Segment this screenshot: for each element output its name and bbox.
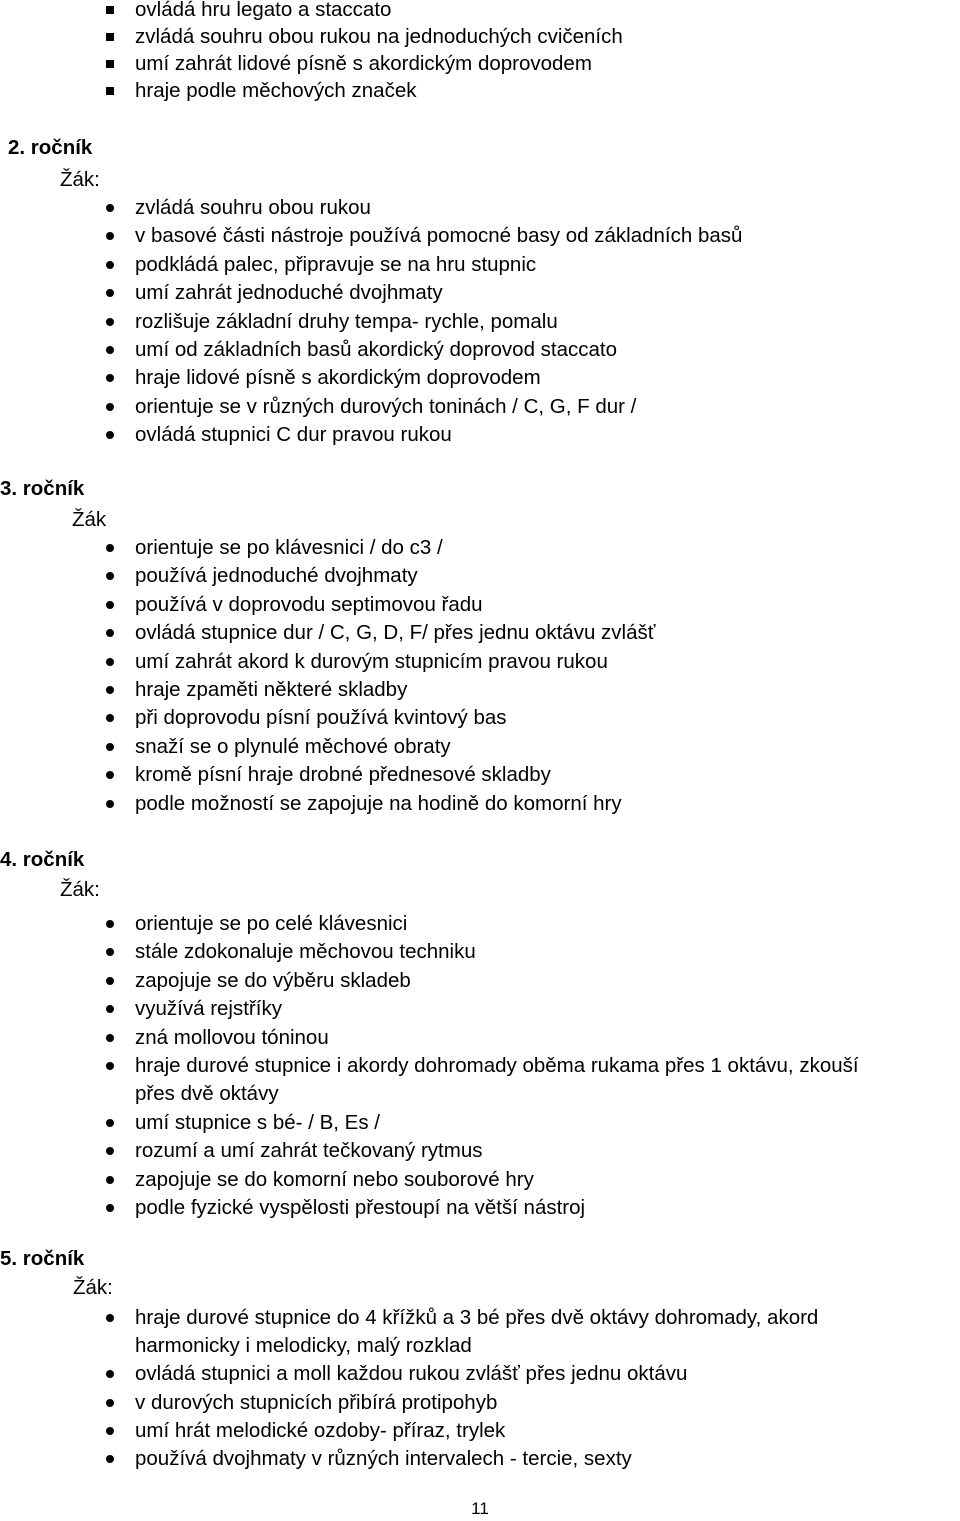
list-item-text: zvládá souhru obou rukou <box>135 196 371 219</box>
list-item-text: snaží se o plynulé měchové obraty <box>135 734 451 758</box>
list-item-text: hraje zpaměti některé skladby <box>135 678 408 701</box>
bullet-icon <box>106 1314 114 1322</box>
list-item-text: zná mollovou tóninou <box>135 1025 329 1049</box>
square-bullet-icon <box>106 60 114 68</box>
bullet-icon <box>106 232 114 240</box>
square-bullet-icon <box>106 6 114 14</box>
bullet-icon <box>106 1062 114 1070</box>
bullet-icon <box>106 572 114 580</box>
list-item-text: podle možností se zapojuje na hodině do komorní hry <box>135 791 622 815</box>
list-item-text: umí od základních basů akordický doprovod staccato <box>135 338 618 361</box>
bullet-icon <box>106 1147 114 1155</box>
bullet-icon <box>106 658 114 666</box>
list-item-text: rozumí a umí zahrát tečkovaný rytmus <box>135 1139 483 1163</box>
section-heading: 4. ročník <box>0 848 85 871</box>
bullet-icon <box>106 1427 114 1435</box>
list-item-text: ovládá stupnice dur / C, G, D, F/ přes jednu oktávu zvlášť <box>135 621 656 645</box>
bullet-icon <box>106 1204 114 1212</box>
list-item-text: orientuje se v různých durových toninách / C, G, F dur / <box>135 394 637 418</box>
list-item-text: kromě písní hraje drobné přednesové skladby <box>135 763 551 787</box>
bullet-icon <box>106 374 114 382</box>
section-subheading: Žák: <box>60 168 100 191</box>
list-item-text: používá v doprovodu septimovou řadu <box>135 592 483 616</box>
bullet-icon <box>106 686 114 694</box>
section-heading: 3. ročník <box>0 477 85 500</box>
bullet-icon <box>106 1119 114 1127</box>
square-bullet-icon <box>106 87 114 95</box>
bullet-icon <box>106 1034 114 1042</box>
bullet-icon <box>106 771 114 779</box>
list-item-text: hraje durové stupnice i akordy dohromady oběma rukama přes 1 oktávu, zkouší <box>135 1054 859 1077</box>
list-item-text: umí zahrát akord k durovým stupnicím pravou rukou <box>135 649 608 673</box>
bullet-icon <box>106 629 114 637</box>
list-item-text: ovládá hru legato a staccato <box>135 0 392 21</box>
list-item-text: umí zahrát jednoduché dvojhmaty <box>135 281 443 305</box>
bullet-icon <box>106 601 114 609</box>
list-item-text: rozlišuje základní druhy tempa- rychle, pomalu <box>135 309 558 333</box>
bullet-icon <box>106 289 114 297</box>
page-number: 11 <box>471 1499 489 1518</box>
bullet-icon <box>106 544 114 552</box>
bullet-icon <box>106 346 114 354</box>
section-subheading: Žák: <box>60 878 100 901</box>
bullet-icon <box>106 977 114 985</box>
section-heading: 5. ročník <box>0 1247 85 1270</box>
list-item-text: přes dvě oktávy <box>135 1082 279 1106</box>
list-item-text: umí zahrát lidové písně s akordickým doprovodem <box>135 52 592 75</box>
list-item-text: zapojuje se do komorní nebo souborové hry <box>135 1167 534 1191</box>
bullet-icon <box>106 431 114 439</box>
bullet-icon <box>106 318 114 326</box>
list-item-text: zapojuje se do výběru skladeb <box>135 968 411 992</box>
bullet-icon <box>106 800 114 808</box>
list-item-text: hraje lidové písně s akordickým doprovodem <box>135 366 541 390</box>
list-item-text: podkládá palec, připravuje se na hru stupnic <box>135 252 537 276</box>
list-item-text: orientuje se po klávesnici / do c3 / <box>135 536 443 559</box>
bullet-icon <box>106 1176 114 1184</box>
bullet-icon <box>106 1370 114 1378</box>
bullet-icon <box>106 1455 114 1463</box>
list-item-text: harmonicky i melodicky, malý rozklad <box>135 1334 472 1358</box>
list-item-text: používá jednoduché dvojhmaty <box>135 564 418 588</box>
list-item-text: hraje podle měchových značek <box>135 79 417 102</box>
list-item-text: stále zdokonaluje měchovou techniku <box>135 940 476 964</box>
list-item-text: ovládá stupnici C dur pravou rukou <box>135 423 452 447</box>
bullet-icon <box>106 261 114 269</box>
list-item-text: používá dvojhmaty v různých intervalech - tercie, sexty <box>135 1447 632 1470</box>
section-heading: 2. ročník <box>8 136 93 159</box>
bullet-icon <box>106 714 114 722</box>
bullet-icon <box>106 743 114 751</box>
bullet-icon <box>106 403 114 411</box>
list-item-text: ovládá stupnici a moll každou rukou zvlášť přes jednu oktávu <box>135 1362 688 1386</box>
list-item-text: v basové části nástroje používá pomocné basy od základních basů <box>135 224 743 248</box>
bullet-icon <box>106 204 114 212</box>
bullet-icon <box>106 920 114 928</box>
bullet-icon <box>106 948 114 956</box>
list-item-text: zvládá souhru obou rukou na jednoduchých cvičeních <box>135 25 623 48</box>
square-bullet-icon <box>106 33 114 41</box>
bullet-icon <box>106 1399 114 1407</box>
bullet-icon <box>106 1005 114 1013</box>
list-item-text: v durových stupnicích přibírá protipohyb <box>135 1390 498 1414</box>
list-item-text: umí hrát melodické ozdoby- příraz, trylek <box>135 1418 506 1442</box>
list-item-text: při doprovodu písní používá kvintový bas <box>135 706 507 730</box>
section-subheading: Žák: <box>73 1276 113 1299</box>
list-item-text: podle fyzické vyspělosti přestoupí na větší nástroj <box>135 1196 586 1219</box>
list-item-text: orientuje se po celé klávesnici <box>135 912 408 935</box>
section-subheading: Žák <box>72 508 107 531</box>
list-item-text: využívá rejstříky <box>135 997 282 1021</box>
list-item-text: umí stupnice s bé- / B, Es / <box>135 1110 380 1134</box>
list-item-text: hraje durové stupnice do 4 křížků a 3 bé přes dvě oktávy dohromady, akord <box>135 1306 819 1329</box>
